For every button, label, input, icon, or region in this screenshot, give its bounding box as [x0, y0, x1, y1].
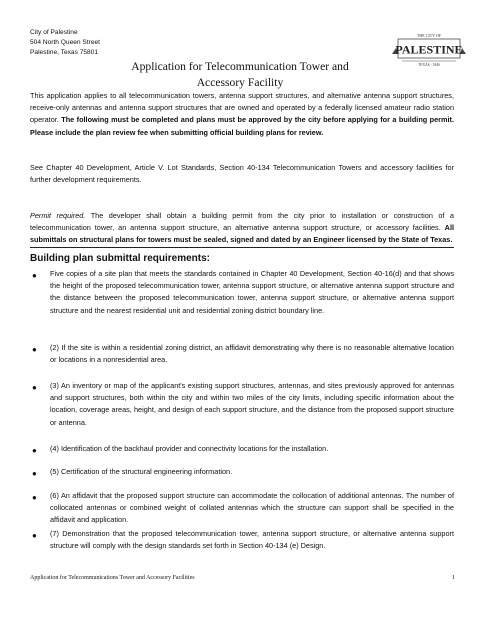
bullet-icon: ●	[32, 271, 37, 280]
applicability-text: This application applies to all telecommunication towers, antenna support structures, and alternative antenna support structures, receive-only antennas and antenna support structures that are owned and operated by a federally licensed amateur radio station operator.	[30, 91, 454, 125]
footer-document-name: Application for Telecommunications Tower and Accessory Facilities	[30, 575, 195, 581]
address-line-street: 504 North Queen Street	[30, 39, 101, 47]
requirement-text: (2) If the site is within a residential zoning district, an affidavit demonstrating why there is no reasonable alternative location or locations in a nonresidential area.	[50, 343, 454, 365]
permit-text: The developer shall obtain a building permit from the city prior to installation or construction of a telecommunication tower, an antenna support structure, an alternative antenna support structure, or accessory facilities.	[30, 211, 454, 233]
requirements-heading: Building plan submittal requirements:	[30, 253, 211, 264]
bullet-icon: ●	[32, 383, 37, 392]
title-line-1: Application for Telecommunication Tower and	[131, 60, 349, 73]
requirement-text: (4) Identification of the backhaul provider and connectivity locations for the installation.	[50, 444, 329, 453]
bullet-icon: ●	[32, 531, 37, 540]
svg-text:TEXAS · 1846: TEXAS · 1846	[418, 63, 440, 67]
footer-page-number: 1	[452, 575, 455, 581]
bullet-icon: ●	[32, 345, 37, 354]
city-of-palestine-logo	[390, 26, 468, 72]
requirement-text: (5) Certification of the structural engineering information.	[50, 467, 233, 476]
requirement-text: (3) An inventory or map of the applicant's existing support structures, antennas, and sites previously approved for antennas and support structures, both within the city and within two miles of the city limits, including specific information about the location, coverage areas, height, and design of each support structure, and the distance from the proposed support structure or antenna.	[50, 381, 454, 427]
svg-text:THE CITY OF: THE CITY OF	[416, 33, 442, 38]
bullet-icon: ●	[32, 446, 37, 455]
intro-paragraph-reference: See Chapter 40 Development, Article V. Lot Standards, Section 40-134 Telecommunication Towers and accessory facilities for further development requirements.	[30, 163, 454, 185]
address-line-state-zip: Palestine, Texas 75801	[30, 49, 99, 57]
intro-paragraph-permit	[30, 210, 454, 247]
permit-required-label: Permit required.	[30, 211, 86, 220]
address-line-city: City of Palestine	[30, 29, 78, 36]
requirement-text: (6) An affidavit that the proposed support structure can accommodate the collocation of additional antennas. The number of collocated antennas or combined weight of collated antennas which the structure can support shall be specified in the affidavit and application.	[50, 491, 454, 525]
document-title	[100, 59, 380, 90]
intro-paragraph-applicability	[30, 90, 454, 139]
section-divider	[30, 247, 454, 248]
plan-approval-notice: The following must be completed and plans must be approved by the city before applying for a building permit. Please include the plan review fee when submitting official building plans for review.	[30, 115, 454, 137]
bullet-icon: ●	[32, 493, 37, 502]
requirement-text: (7) Demonstration that the proposed telecommunication tower, antenna support structure, or alternative antenna support structure will comply with the design standards set forth in Section 40-134 (e) Design.	[50, 529, 454, 551]
title-line-2: Accessory Facility	[196, 75, 284, 89]
requirement-text: Five copies of a site plan that meets the standards contained in Chapter 40 Development, Section 40-16(d) and that shows the height of the proposed telecommunication tower, antenna support structure, or alternative antenna support structure and the distance between the proposed telecommunication tower, antenna support structure, or alternative antenna support structure and the nearest residential unit and residential zoning district boundary line.	[50, 269, 454, 315]
engineer-seal-notice: All submittals on structural plans for towers must be sealed, signed and dated by an Engineer licensed by the State of Texas.	[30, 223, 454, 245]
bullet-icon: ●	[32, 469, 37, 478]
city-address	[30, 28, 100, 59]
svg-text:PALESTINE: PALESTINE	[395, 42, 463, 57]
